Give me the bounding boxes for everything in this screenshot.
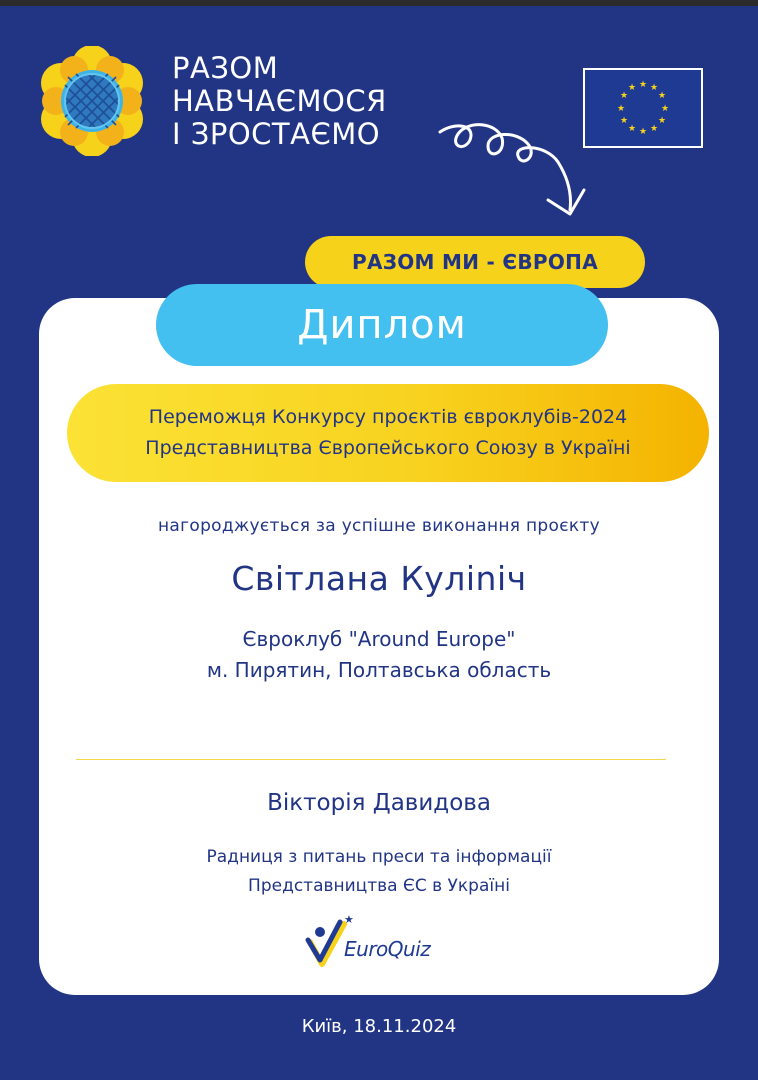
club-info (39, 624, 719, 686)
club-location: м. Пирятин, Полтавська область (206, 658, 552, 682)
euroquiz-logo-text: EuroQuiz (344, 937, 431, 961)
signer-name: Вікторія Давидова (267, 790, 491, 816)
winner-line-1: Переможця Конкурсу проєктів євроклубів-2024 (148, 406, 628, 428)
svg-text:★: ★ (649, 124, 659, 134)
sunflower-logo-icon (38, 46, 146, 156)
svg-text:★: ★ (638, 80, 648, 90)
svg-text:★: ★ (649, 83, 659, 93)
svg-text:★: ★ (619, 91, 629, 101)
recipient-name: Світлана Куліnіч (231, 559, 527, 598)
diploma-title: Диплом (156, 284, 608, 366)
svg-text:★: ★ (616, 104, 626, 114)
eu-flag-icon (583, 68, 703, 148)
place-date: Київ, 18.11.2024 (301, 1016, 457, 1037)
svg-text:★: ★ (657, 91, 667, 101)
awarded-text: нагороджується за успішне виконання проєкту (158, 516, 600, 536)
slogan-tag: РАЗОМ МИ - ЄВРОПА (305, 236, 645, 288)
signer-role-line-1: Радниця з питань преси та інформації (206, 847, 552, 867)
slogan-line-1: РАЗОМ (172, 51, 279, 85)
slogan-line-2: НАВЧАЄМОСЯ (172, 84, 387, 118)
slogan-line-3: І ЗРОСТАЄМО (172, 117, 381, 151)
svg-text:★: ★ (619, 116, 629, 126)
svg-text:★: ★ (627, 83, 637, 93)
winner-line-2: Представництва Європейського Союзу в Україні (145, 437, 631, 459)
signer-role (39, 843, 719, 901)
swirl-arrow-icon (436, 110, 596, 225)
club-name: Євроклуб "Around Europe" (242, 627, 516, 651)
svg-text:★: ★ (344, 913, 354, 926)
svg-text:★: ★ (638, 127, 648, 137)
slogan (172, 52, 387, 151)
divider (76, 759, 666, 760)
signer-role-line-2: Представництва ЄС в Україні (248, 876, 510, 896)
svg-text:★: ★ (660, 104, 670, 114)
svg-text:★: ★ (627, 124, 637, 134)
euroquiz-logo-icon (304, 912, 444, 972)
svg-text:★: ★ (657, 116, 667, 126)
top-bar (0, 0, 758, 6)
winner-band (67, 384, 709, 482)
